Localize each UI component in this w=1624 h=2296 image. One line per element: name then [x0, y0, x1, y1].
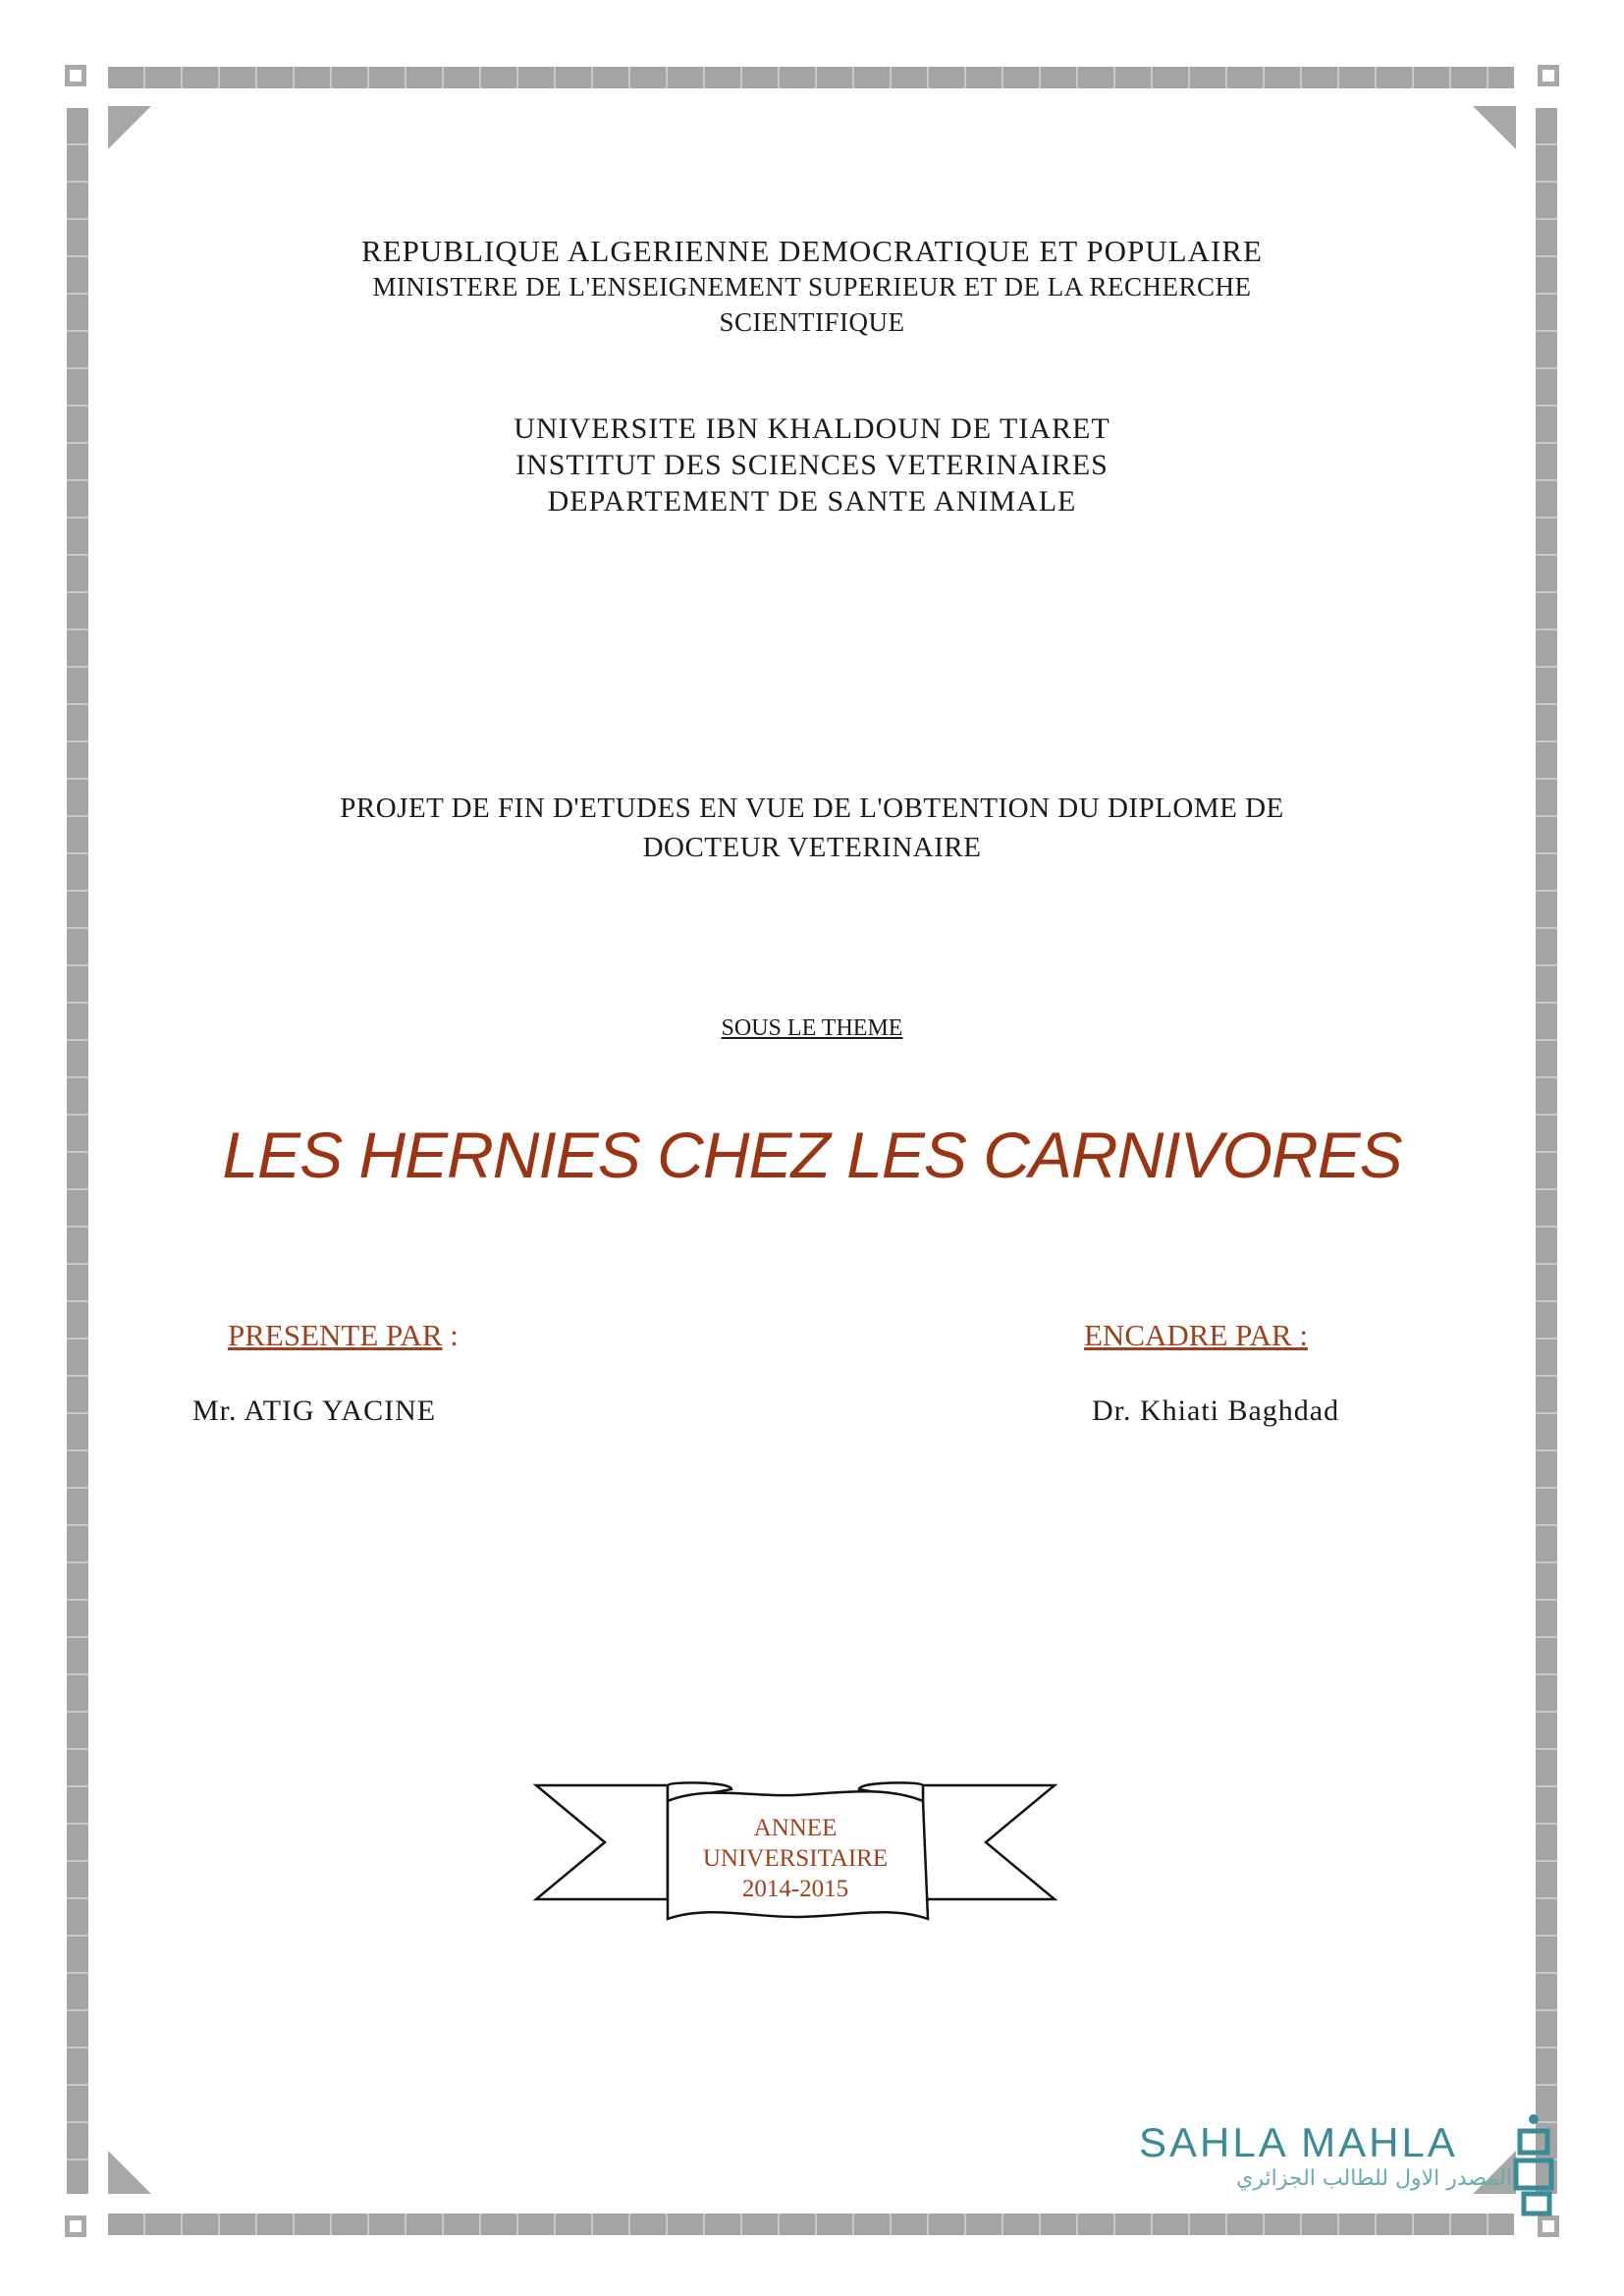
project-block — [0, 789, 1624, 867]
ribbon-right-tail — [923, 1785, 1055, 1899]
ribbon-line-2: UNIVERSITAIRE — [702, 1845, 889, 1872]
header-block — [0, 234, 1624, 340]
institution-block — [0, 410, 1624, 519]
theme-label-block — [0, 1015, 1624, 1042]
thesis-title: LES HERNIES CHEZ LES CARNIVORES — [222, 1119, 1402, 1191]
ribbon-left-tail — [536, 1785, 668, 1899]
republic-name: REPUBLIQUE ALGERIENNE DEMOCRATIQUE ET POPULAIRE — [361, 234, 1263, 268]
ribbon-line-1: ANNEE — [753, 1815, 838, 1841]
institute-name: INSTITUT DES SCIENCES VETERINAIRES — [515, 449, 1109, 481]
project-line-1: PROJET DE FIN D'ETUDES EN VUE DE L'OBTENTION DU DIPLOME DE — [340, 793, 1284, 824]
logo-main-text: SAHLA MAHLA — [1139, 2119, 1458, 2165]
supervised-by-text: ENCADRE PAR : — [1084, 1318, 1308, 1352]
frame-corner-bottom-left — [65, 2215, 86, 2237]
student-name: Mr. ATIG YACINE — [192, 1394, 437, 1427]
frame-triangle-top-left — [108, 106, 151, 149]
sahla-mahla-logo — [1139, 2119, 1532, 2191]
frame-top-bar — [108, 67, 1514, 88]
ministry-line-1: MINISTERE DE L'ENSEIGNEMENT SUPERIEUR ET DE LA RECHERCHE — [372, 272, 1252, 301]
logo-sub-text: المصدر الاول للطالب الجزائري — [1236, 2166, 1512, 2191]
frame-triangle-top-right — [1473, 106, 1516, 149]
ministry-line-2: SCIENTIFIQUE — [719, 307, 905, 337]
presented-by-colon: : — [442, 1318, 459, 1352]
logo-emblem-icon — [1510, 2111, 1557, 2219]
frame-corner-top-left — [65, 65, 86, 86]
ribbon-text-block — [668, 1813, 923, 1904]
title-block — [0, 1118, 1624, 1192]
frame-corner-top-right — [1538, 65, 1559, 86]
frame-bottom-bar — [108, 2214, 1514, 2235]
frame-triangle-bottom-left — [108, 2151, 151, 2194]
theme-label: SOUS LE THEME — [721, 1015, 903, 1041]
presented-by-label — [228, 1318, 459, 1353]
supervisor-name: Dr. Khiati Baghdad — [1092, 1394, 1340, 1427]
presented-by-text: PRESENTE PAR — [228, 1318, 443, 1352]
project-line-2: DOCTEUR VETERINAIRE — [642, 832, 982, 863]
university-name: UNIVERSITE IBN KHALDOUN DE TIARET — [514, 412, 1110, 445]
ribbon-line-3: 2014-2015 — [741, 1876, 849, 1902]
department-name: DEPARTEMENT DE SANTE ANIMALE — [547, 485, 1077, 518]
supervised-by-label — [1084, 1318, 1308, 1353]
